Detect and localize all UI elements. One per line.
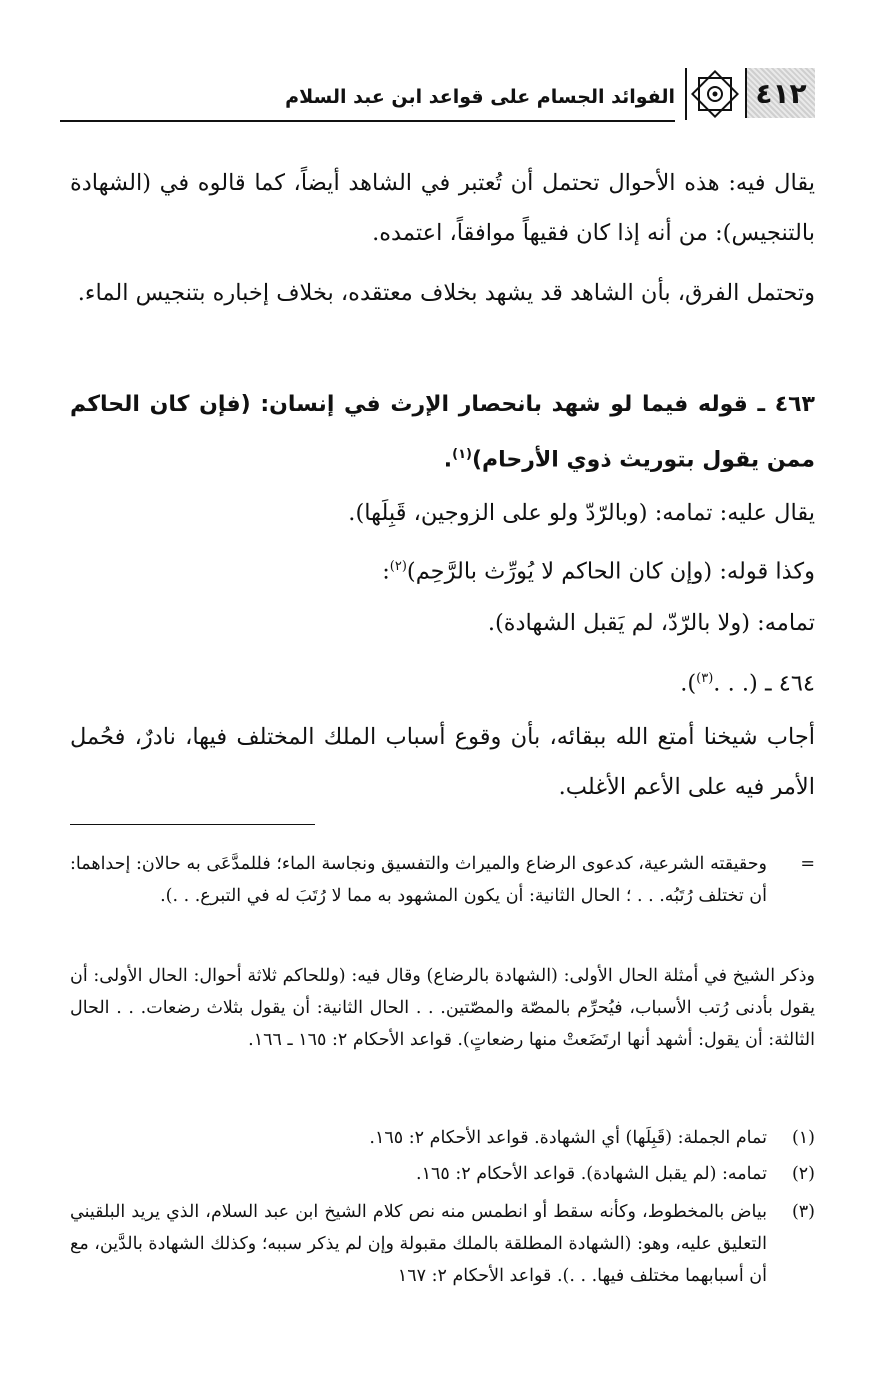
- footnote-1-text: تمام الجملة: (قَبِلَها) أي الشهادة. قواعد الأحكام ٢: ١٦٥.: [369, 1128, 767, 1148]
- footnote-2-text: تمامه: (لم يقبل الشهادة). قواعد الأحكام ٢: ١٦٥.: [415, 1164, 767, 1184]
- continuation-mark: =: [800, 854, 815, 874]
- paragraph-5: [70, 542, 815, 597]
- footnote-1: [70, 1122, 815, 1154]
- footnote-continuation-text-1: وحقيقته الشرعية، كدعوى الرضاع والميراث والتفسيق ونجاسة الماء؛ فللمدَّعَى به حالان: إحداهما: أن تختلف رُتَبُه. . . ؛ الحال الثانية: أن يكون المشهود به مما لا رُتَبَ له في التبرع. . .).: [70, 854, 767, 906]
- paragraph-464: [70, 654, 815, 709]
- ornament-icon: [685, 68, 743, 120]
- page-header: [60, 64, 815, 122]
- footnote-ref-2[interactable]: (٢): [389, 559, 407, 574]
- footnote-3: [70, 1196, 815, 1292]
- paragraph-464-end: ).: [680, 670, 697, 697]
- running-title: الفوائد الجسام على قواعد ابن عبد السلام: [285, 86, 675, 108]
- footnote-continuation-2: [70, 960, 815, 1056]
- paragraph-464-text: ٤٦٤ ـ (. . .: [713, 670, 815, 697]
- footnote-1-mark: (١): [791, 1128, 815, 1148]
- paragraph-463-text: ٤٦٣ ـ قوله فيما لو شهد بانحصار الإرث في إنسان: (فإن كان الحاكم ممن يقول بتوريث ذوي الأرحام): [70, 392, 815, 473]
- footnote-divider: [70, 824, 315, 825]
- header-rule: [60, 120, 675, 122]
- paragraph-463-end: .: [443, 447, 453, 473]
- paragraph-2: وتحتمل الفرق، بأن الشاهد قد يشهد بخلاف معتقده، بخلاف إخباره بتنجيس الماء.: [77, 280, 815, 306]
- paragraph-463: [70, 380, 815, 485]
- footnote-3-text: بياض بالمخطوط، وكأنه سقط أو انطمس منه نص كلام الشيخ ابن عبد السلام، الذي يريد البلقيني التعليق عليه، وهو: (الشهادة المطلقة بالملك مقبولة وإن لم يذكر سببه؛ وكذلك الشهادة بالدَّين، مع أن أسبابهما مختلف فيها. . .). قواعد الأحكام ٢: ١٦٧: [70, 1202, 767, 1286]
- paragraph-4: يقال عليه: تمامه: (وبالرّدّ ولو على الزوجين، قَبِلَها).: [348, 500, 815, 526]
- footnote-2-mark: (٢): [791, 1164, 815, 1184]
- paragraph-8: أجاب شيخنا أمتع الله ببقائه، بأن وقوع أسباب الملك المختلف فيها، نادرٌ، فحُمل الأمر فيه على الأعم الأغلب.: [70, 724, 815, 800]
- footnote-2: [70, 1158, 815, 1190]
- paragraph-5-end: :: [382, 558, 390, 585]
- footnote-ref-1[interactable]: (١): [452, 447, 472, 462]
- footnote-ref-3[interactable]: (٣): [696, 671, 714, 686]
- paragraph-5-text: وكذا قوله: (وإن كان الحاكم لا يُورِّث بالرَّحِم): [406, 558, 815, 585]
- footnote-continuation: [70, 848, 815, 912]
- footnote-continuation-text-2: وذكر الشيخ في أمثلة الحال الأولى: (الشهادة بالرضاع) وقال فيه: (وللحاكم ثلاثة أحوال: الحال الأولى: أن يقول بأدنى رُتب الأسباب، فيُحرِّم بالمصّة والمصّتين. . . الحال الثانية: أن يقول بثلاث رضعات. . . الحال الثالثة: أن يقول: أشهد أنها ارتَضَعتْ منها رضعاتٍ). قواعد الأحكام ٢: ١٦٥ ـ ١٦٦.: [70, 966, 815, 1050]
- paragraph-6: تمامه: (ولا بالرّدّ، لم يَقبل الشهادة).: [487, 610, 815, 636]
- paragraph-1: يقال فيه: هذه الأحوال تحتمل أن تُعتبر في الشاهد أيضاً، كما قالوه في (الشهادة بالتنجيس): من أنه إذا كان فقيهاً موافقاً، اعتمده.: [70, 170, 815, 246]
- footnote-3-mark: (٣): [791, 1202, 815, 1222]
- page-number: ٤١٢: [745, 68, 815, 118]
